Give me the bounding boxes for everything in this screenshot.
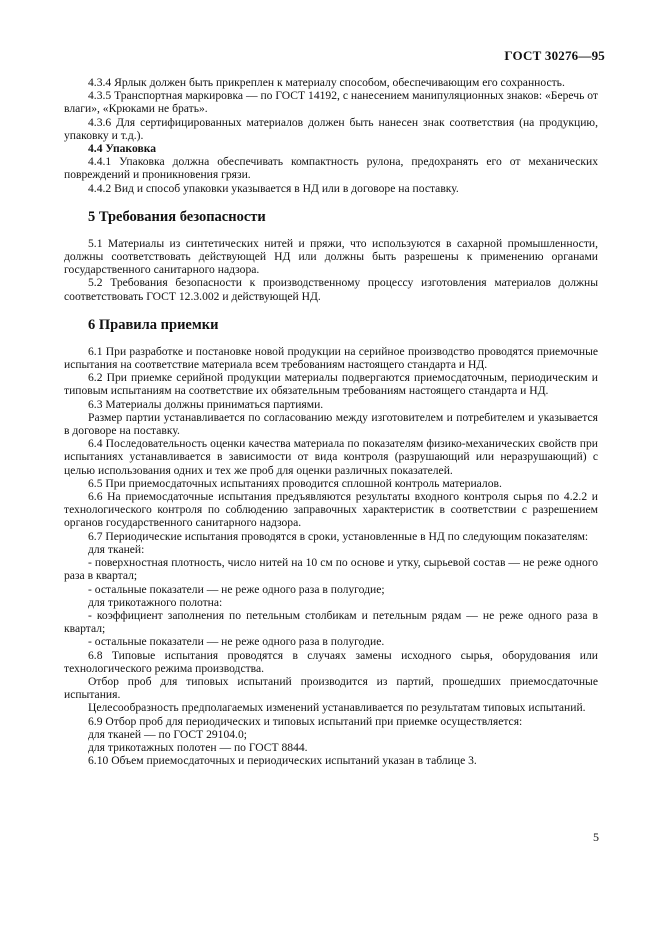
paragraph: - остальные показатели — не реже одного раза в полугодие; bbox=[88, 582, 385, 596]
paragraph: Размер партии устанавливается по согласованию между изготовителем и потребителем и указывается в договоре на поставку. bbox=[64, 410, 598, 438]
paragraph: 6.6 На приемосдаточные испытания предъявляются результаты входного контроля сырья по 4.2.2 и технологического контроля по соблюдению заправочных характеристик в соответствии с разрешением органов государственного санитарного надзора. bbox=[64, 490, 598, 530]
paragraph: для трикотажного полотна: bbox=[88, 595, 223, 609]
paragraph: для тканей: bbox=[88, 542, 145, 556]
paragraph: 4.3.4 Ярлык должен быть прикреплен к материалу способом, обеспечивающим его сохранность. bbox=[88, 76, 565, 89]
paragraph: Отбор проб для типовых испытаний производится из партий, прошедших приемосдаточные испытания. bbox=[64, 674, 598, 702]
paragraph: 6.2 При приемке серийной продукции материалы подвергаются приемосдаточным, периодическим и типовым испытаниям на соответствие их обязательным требованиям настоящего стандарта и НД. bbox=[64, 371, 598, 398]
paragraph: 5.2 Требования безопасности к производственному процессу изготовления материалов должны соответствовать ГОСТ 12.3.002 и действующей НД. bbox=[64, 276, 598, 303]
paragraph: 4.4.1 Упаковка должна обеспечивать компактность рулона, предохранять его от механических повреждений и проникновения грязи. bbox=[64, 155, 598, 182]
paragraph: 6.8 Типовые испытания проводятся в случаях замены исходного сырья, оборудования или технологического режима производства. bbox=[64, 648, 598, 675]
paragraph: 4.3.6 Для сертифицированных материалов должен быть нанесен знак соответствия (на продукцию, упаковку и т.д.). bbox=[64, 115, 598, 142]
page-content bbox=[64, 76, 598, 767]
paragraph: для тканей — по ГОСТ 29104.0; bbox=[88, 727, 247, 741]
paragraph: 5.1 Материалы из синтетических нитей и пряжи, что используются в сахарной промышленности, должны соответствовать действующей НД или должны быть разрешены к применению органами государственного санитарного надзора. bbox=[64, 236, 598, 277]
paragraph: 6.5 При приемосдаточных испытаниях проводится сплошной контроль материалов. bbox=[88, 476, 502, 490]
paragraph: 6.7 Периодические испытания проводятся в сроки, установленные в НД по следующим показателям: bbox=[88, 529, 589, 543]
paragraph: 6.9 Отбор проб для периодических и типовых испытаний при приемке осуществляется: bbox=[88, 714, 523, 728]
paragraph: для трикотажных полотен — по ГОСТ 8844. bbox=[88, 740, 308, 754]
document-header: ГОСТ 30276—95 bbox=[504, 48, 605, 63]
paragraph: - остальные показатели — не реже одного раза в полугодие. bbox=[88, 635, 385, 649]
subsection-heading: 4.4 Упаковка bbox=[88, 142, 157, 156]
page-number: 5 bbox=[593, 830, 599, 844]
paragraph: 6.10 Объем приемосдаточных и периодических испытаний указан в таблице 3. bbox=[88, 754, 477, 768]
paragraph: 4.4.2 Вид и способ упаковки указывается в НД или в договоре на поставку. bbox=[88, 181, 459, 195]
paragraph: 6.4 Последовательность оценки качества материала по показателям физико-механических свойств при испытаниях устанавливается в зависимости от вида контроля (разрушающий или неразрушающий) с целью использования одних и тех же проб для оценки различных показателей. bbox=[64, 437, 598, 477]
paragraph: 6.1 При разработке и постановке новой продукции на серийное производство проводятся приемочные испытания на соответствие материала всем требованиям настоящего стандарта и НД. bbox=[64, 344, 598, 372]
paragraph: 6.3 Материалы должны приниматься партиями. bbox=[88, 397, 324, 411]
paragraph: Целесообразность предполагаемых изменений устанавливается по результатам типовых испытаний. bbox=[88, 701, 586, 715]
paragraph: 4.3.5 Транспортная маркировка — по ГОСТ 14192, с нанесением манипуляционных знаков: «Беречь от влаги», «Крюками не брать». bbox=[64, 89, 598, 116]
section-heading: 5 Требования безопасности bbox=[88, 208, 266, 225]
paragraph: - поверхностная плотность, число нитей на 10 см по основе и утку, сырьевой состав — не реже одного раза в квартал; bbox=[64, 556, 598, 583]
paragraph: - коэффициент заполнения по петельным столбикам и петельным рядам — не реже одного раза в квартал; bbox=[64, 608, 598, 636]
section-heading: 6 Правила приемки bbox=[88, 316, 219, 333]
